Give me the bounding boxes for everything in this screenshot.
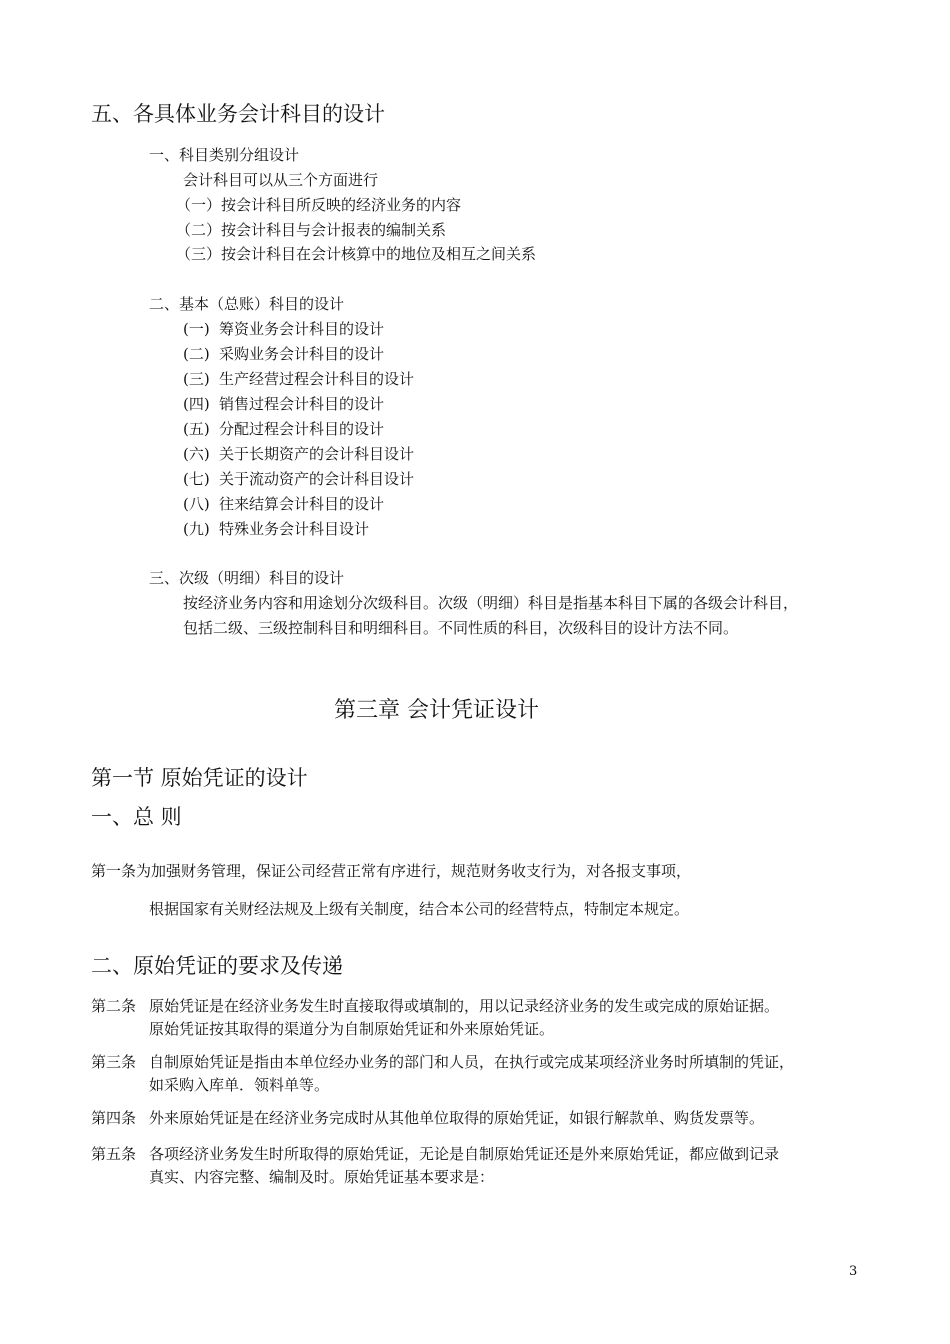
- list-item: （一）按会计科目所反映的经济业务的内容: [176, 196, 462, 214]
- list-item: [183, 368, 414, 389]
- article-number: 第二条: [91, 997, 137, 1015]
- list-item: [183, 518, 369, 539]
- list-item-number: (一): [183, 320, 210, 338]
- requirements-heading: 二、原始凭证的要求及传递: [91, 954, 343, 978]
- article-continuation: 真实、内容完整、编制及时。原始凭证基本要求是：: [149, 1168, 495, 1186]
- list-item: [183, 493, 384, 514]
- subsection-intro: 会计科目可以从三个方面进行: [183, 171, 379, 189]
- list-item-number: (四): [183, 395, 210, 413]
- list-item-text: 采购业务会计科目的设计: [219, 345, 385, 363]
- section-heading: 第一节 原始凭证的设计: [91, 766, 308, 790]
- list-item-text: 销售过程会计科目的设计: [219, 395, 385, 413]
- article-first: [91, 860, 691, 881]
- article-text: 各项经济业务发生时所取得的原始凭证，无论是自制原始凭证还是外来原始凭证，都应做到记录: [149, 1145, 780, 1163]
- article-number: 第一条: [91, 862, 137, 880]
- article-continuation: 原始凭证按其取得的渠道分为自制原始凭证和外来原始凭证。: [149, 1020, 555, 1038]
- list-item-text: 分配过程会计科目的设计: [219, 420, 385, 438]
- list-item-number: (七): [183, 470, 210, 488]
- list-item-text: 特殊业务会计科目设计: [219, 520, 370, 538]
- article-number: 第四条: [91, 1109, 137, 1127]
- list-item: [183, 443, 414, 464]
- article-number: 第三条: [91, 1053, 137, 1071]
- list-item: （二）按会计科目与会计报表的编制关系: [176, 221, 447, 239]
- section-title: 五、各具体业务会计科目的设计: [91, 102, 385, 126]
- list-item-number: (二): [183, 345, 210, 363]
- list-item: [183, 393, 384, 414]
- list-item-number: (六): [183, 445, 210, 463]
- article-number: 第五条: [91, 1145, 137, 1163]
- article-text: 外来原始凭证是在经济业务完成时从其他单位取得的原始凭证，如银行解款单、购货发票等。: [149, 1109, 765, 1127]
- article-text: 为加强财务管理，保证公司经营正常有序进行，规范财务收支行为，对各报支事项，: [136, 862, 692, 880]
- list-item-text: 关于长期资产的会计科目设计: [219, 445, 415, 463]
- article: [91, 995, 779, 1016]
- list-item: [183, 343, 384, 364]
- subsection-heading-1: 一、科目类别分组设计: [149, 146, 300, 164]
- article-text: 原始凭证是在经济业务发生时直接取得或填制的，用以记录经济业务的发生或完成的原始证据。: [149, 997, 780, 1015]
- list-item: （三）按会计科目在会计核算中的地位及相互之间关系: [176, 245, 537, 263]
- list-item-text: 关于流动资产的会计科目设计: [219, 470, 415, 488]
- list-item-text: 筹资业务会计科目的设计: [219, 320, 385, 338]
- list-item-number: (三): [183, 370, 210, 388]
- article-continuation: 如采购入库单．领料单等。: [149, 1076, 330, 1094]
- article-text: 自制原始凭证是指由本单位经办业务的部门和人员，在执行或完成某项经济业务时所填制的凭证，: [149, 1053, 795, 1071]
- paragraph-line: 包括二级、三级控制科目和明细科目。不同性质的科目，次级科目的设计方法不同。: [183, 619, 739, 637]
- subsection-heading-2: 二、基本（总账）科目的设计: [149, 295, 345, 313]
- chapter-title: 第三章 会计凭证设计: [334, 698, 539, 723]
- list-item-number: (九): [183, 520, 210, 538]
- general-heading: 一、总 则: [91, 805, 182, 829]
- list-item-text: 生产经营过程会计科目的设计: [219, 370, 415, 388]
- article: [91, 1143, 779, 1164]
- subsection-heading-3: 三、次级（明细）科目的设计: [149, 569, 345, 587]
- list-item-text: 往来结算会计科目的设计: [219, 495, 385, 513]
- list-item: [183, 468, 414, 489]
- paragraph-line: 按经济业务内容和用途划分次级科目。次级（明细）科目是指基本科目下属的各级会计科目，: [183, 594, 799, 612]
- list-item-number: (八): [183, 495, 210, 513]
- page-number: 3: [849, 1264, 858, 1279]
- article-continuation: 根据国家有关财经法规及上级有关制度，结合本公司的经营特点，特制定本规定。: [149, 900, 690, 918]
- article: [91, 1051, 794, 1072]
- list-item-number: (五): [183, 420, 210, 438]
- list-item: [183, 418, 384, 439]
- list-item: [183, 318, 384, 339]
- article: [91, 1107, 764, 1128]
